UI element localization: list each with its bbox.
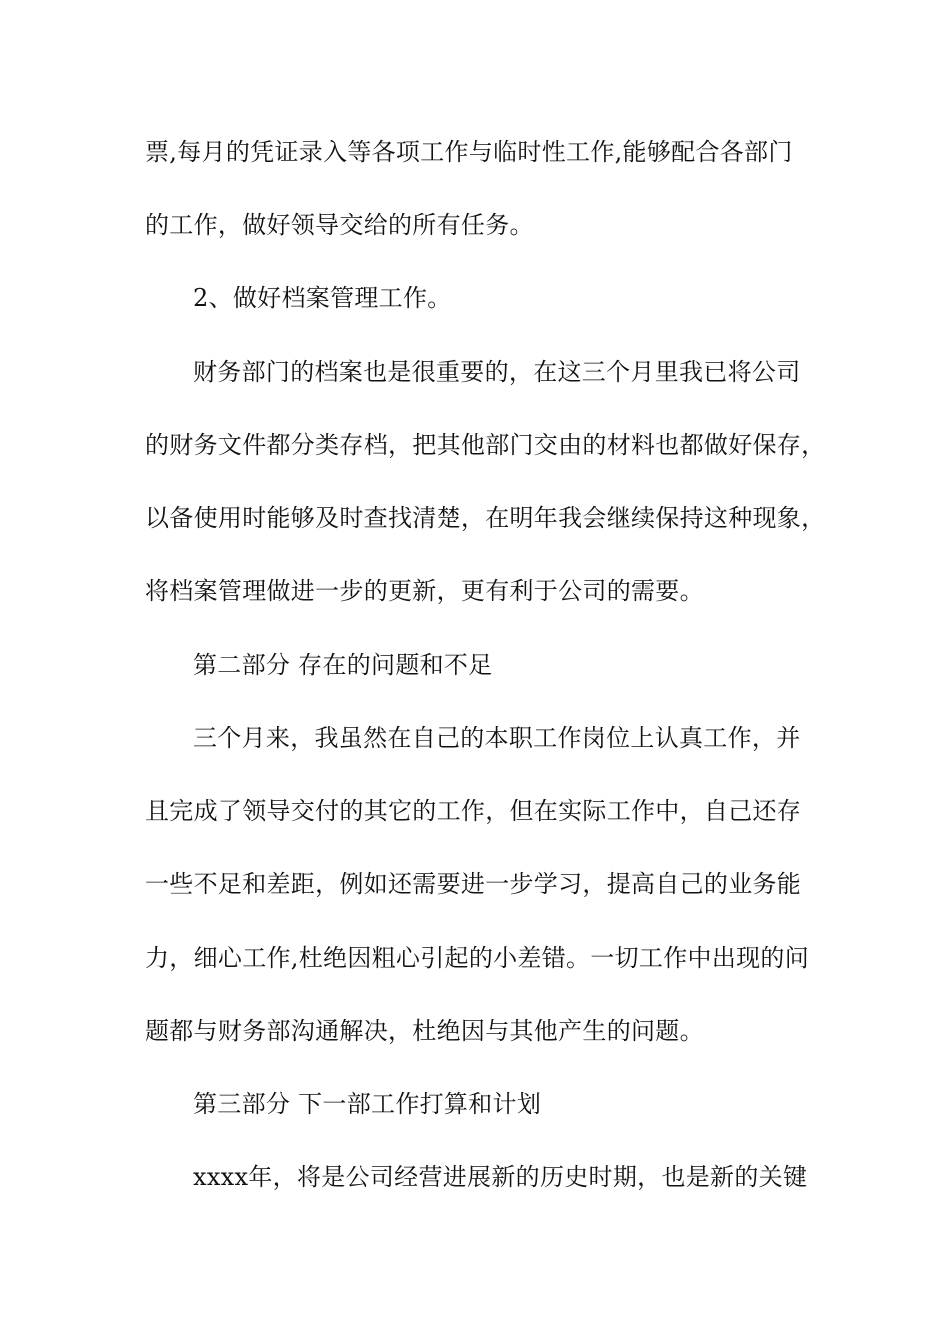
paragraph-start: 三个月来，我虽然在自己的本职工作岗位上认真工作，并 (193, 724, 801, 752)
text-line: 题都与财务部沟通解决，杜绝因与其他产生的问题。 (145, 1017, 704, 1045)
section-heading: 第三部分 下一部工作打算和计划 (193, 1090, 542, 1118)
text-line: 票,每月的凭证录入等各项工作与临时性工作,能够配合各部门 (145, 138, 793, 166)
text-line: 的财务文件都分类存档，把其他部门交由的材料也都做好保存， (145, 431, 826, 459)
text-line: 以备使用时能够及时查找清楚，在明年我会继续保持这种现象， (145, 504, 826, 532)
text-line: 一些不足和差距，例如还需要进一步学习，提高自己的业务能 (145, 870, 802, 898)
text-line: 的工作，做好领导交给的所有任务。 (145, 211, 534, 239)
section-heading: 第二部分 存在的问题和不足 (193, 651, 493, 679)
section-heading: 2、做好档案管理工作。 (193, 284, 452, 312)
paragraph-start: 财务部门的档案也是很重要的，在这三个月里我已将公司 (193, 358, 801, 386)
text-line: 将档案管理做进一步的更新，更有利于公司的需要。 (145, 577, 704, 605)
text-line: 力，细心工作,杜绝因粗心引起的小差错。一切工作中出现的问 (145, 944, 810, 972)
text-line: 且完成了领导交付的其它的工作，但在实际工作中，自己还存 (145, 797, 802, 825)
paragraph-start: xxxx年，将是公司经营进展新的历史时期，也是新的关键 (193, 1163, 808, 1191)
